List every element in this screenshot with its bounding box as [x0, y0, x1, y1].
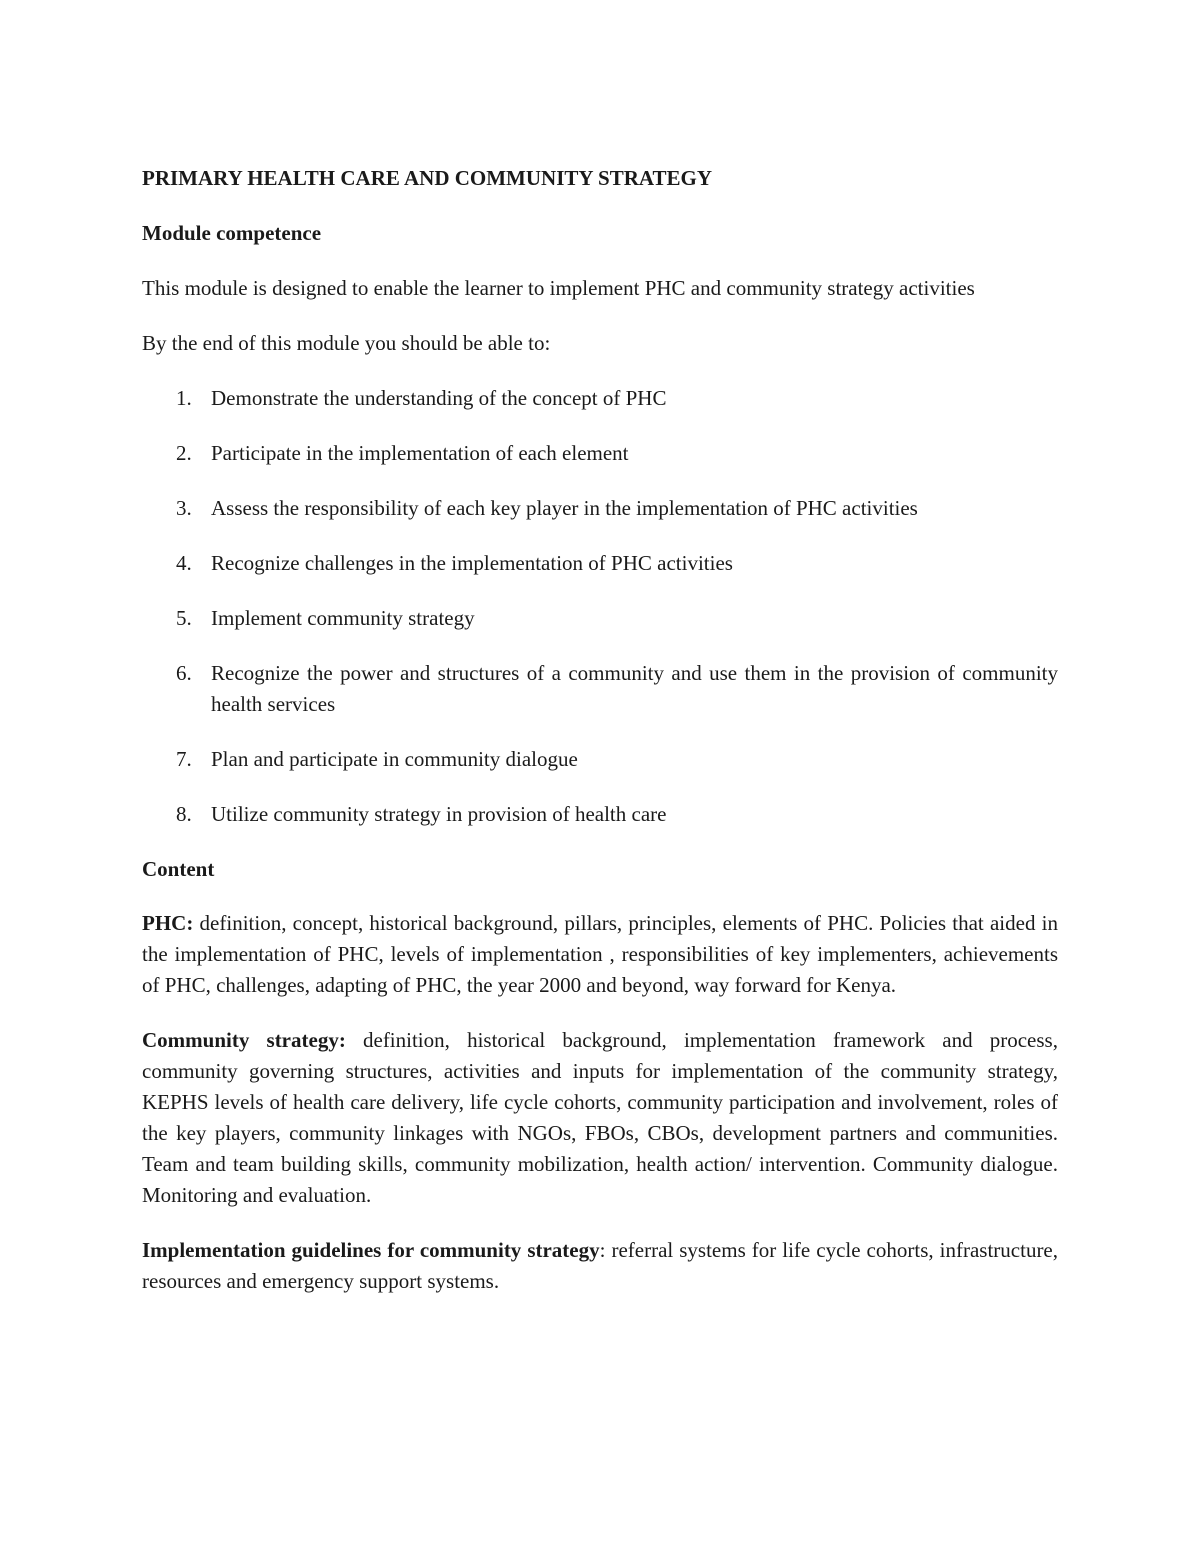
objective-number: 5.	[176, 606, 192, 630]
document-page	[142, 163, 1058, 1321]
content-block-text: definition, concept, historical background, pillars, principles, elements of PHC. Policies that aided in the implementation of PHC, levels of implementation , responsibilities of key implementers, achievements of PHC, challenges, adapting of PHC, the year 2000 and beyond, way forward for Kenya.	[142, 911, 1058, 997]
content-block-label: PHC:	[142, 911, 194, 935]
objective-number: 2.	[176, 441, 192, 465]
content-block-text: : referral systems for life cycle cohorts, infrastructure, resources and emergency support systems.	[142, 1238, 1059, 1293]
content-block-label: Community strategy:	[142, 1028, 346, 1052]
objective-text: Recognize the power and structures of a community and use them in the provision of community health services	[211, 661, 1058, 716]
document-title: PRIMARY HEALTH CARE AND COMMUNITY STRATEGY	[142, 166, 712, 190]
module-competence-heading: Module competence	[142, 221, 322, 245]
content-heading: Content	[142, 857, 215, 881]
objective-number: 1.	[176, 386, 192, 410]
content-block-label: Implementation guidelines for community strategy	[142, 1238, 600, 1262]
module-competence-description: This module is designed to enable the learner to implement PHC and community strategy activities	[142, 276, 975, 300]
objective-item	[142, 744, 1058, 775]
objective-number: 8.	[176, 802, 192, 826]
objectives-lead: By the end of this module you should be able to:	[142, 331, 551, 355]
objective-text: Implement community strategy	[211, 606, 475, 630]
content-block-text: definition, historical background, implementation framework and process, community governing structures, activities and inputs for implementation of the community strategy, KEPHS levels of health care delivery, life cycle cohorts, community participation and involvement, roles of the key players, community linkages with NGOs, FBOs, CBOs, development partners and communities. Team and team building skills, community mobilization, health action/ intervention. Community dialogue. Monitoring and evaluation.	[142, 1028, 1058, 1207]
objective-text: Plan and participate in community dialogue	[211, 747, 578, 771]
content-block-community-strategy	[142, 1025, 1058, 1211]
objective-text: Demonstrate the understanding of the concept of PHC	[211, 386, 667, 410]
objective-item	[142, 548, 1058, 579]
objective-item	[142, 603, 1058, 634]
objective-number: 4.	[176, 551, 192, 575]
objective-text: Participate in the implementation of each element	[211, 441, 629, 465]
objective-number: 7.	[176, 747, 192, 771]
content-block-phc	[142, 908, 1058, 1001]
objective-item	[142, 438, 1058, 469]
content-block-implementation-guidelines	[142, 1235, 1058, 1297]
objective-number: 3.	[176, 496, 192, 520]
objective-item	[142, 383, 1058, 414]
objective-text: Recognize challenges in the implementation of PHC activities	[211, 551, 733, 575]
objectives-list	[142, 383, 1058, 830]
objective-text: Utilize community strategy in provision of health care	[211, 802, 667, 826]
objective-item	[142, 493, 1058, 524]
objective-item	[142, 658, 1058, 720]
objective-text: Assess the responsibility of each key player in the implementation of PHC activities	[211, 496, 918, 520]
objective-item	[142, 799, 1058, 830]
objective-number: 6.	[176, 661, 192, 685]
